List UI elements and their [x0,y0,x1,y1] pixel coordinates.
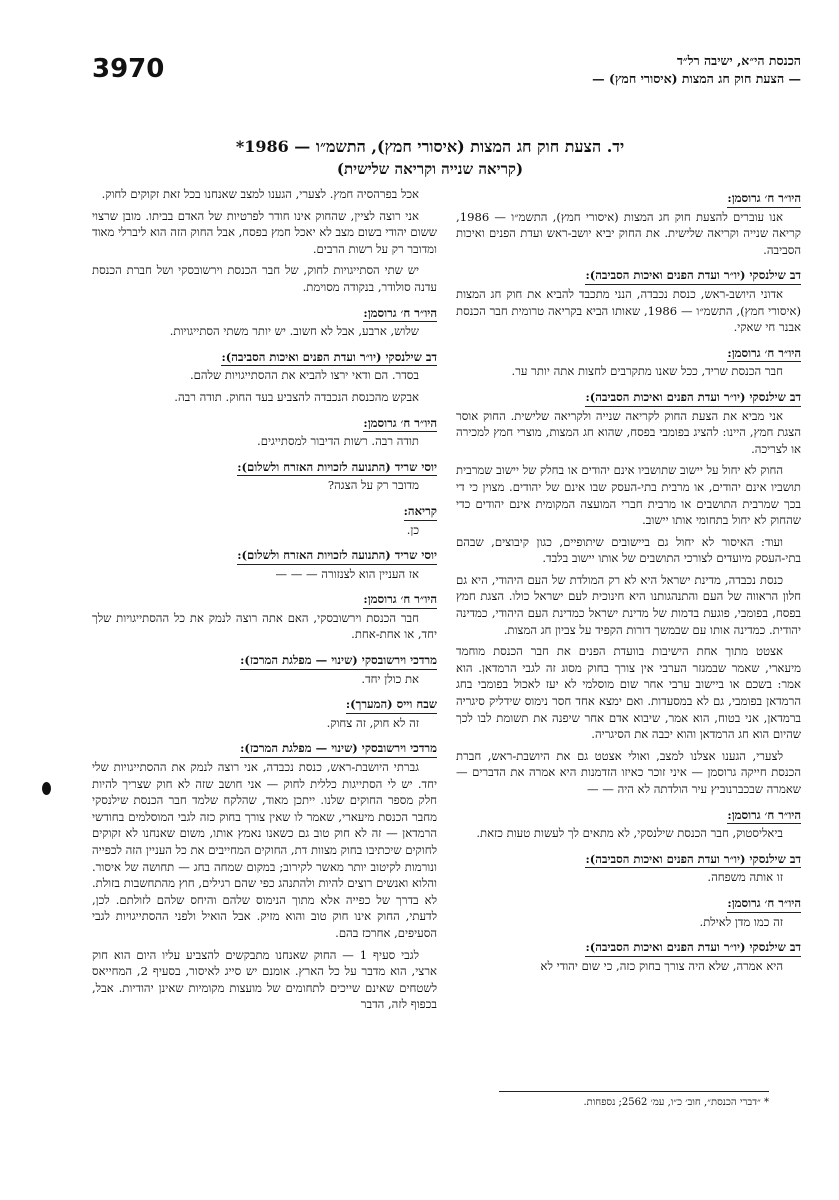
speaker-name: דב שילנסקי (יו״ר ועדת הפנים ואיכות הסביבה): [585,389,801,407]
speech-paragraph: זה לא חוק, זה צחוק. [326,715,419,730]
speech-paragraph: זו אותה משפחה. [707,870,783,885]
section-subtitle: (קריאה שנייה וקריאה שלישית) [336,160,524,178]
speech-paragraph: אצטט מתוך אחת הישיבות בוועדת הפנים את חבר הכנסת מוחמד מיעארי, שאמר שבמגזר הערבי אין צורך בחוק מסוג זה לגבי הרמדאן. הוא אמר: בשכם או ביישוב ערבי אחר שום מוסלמי לא יעז לאכול בפומבי בחג הרמדאן בפומבי, גם לא במסעדות. ואם ימצא אחד חסר נימוס שידליק סיגריה ברמדאן, אני בטוח, הוא אמר, שיבוא אדם אחר שיפנה את תשומת לבו לכך שהיום הוא חג הרמדאן והוא יכבה את הסיגריה. [456,644,801,742]
speech-paragraph: שלוש, ארבע, אבל לא חשוב. יש יותר משתי הסתייגויות. [169,324,419,339]
left-text-column [92,186,437,1091]
speaker-name: היו״ר ח׳ גרוסמן: [363,305,437,323]
speech-paragraph: תודה רבה. רשות הדיבור למסתייגים. [257,434,419,449]
knesset-session-line: הכנסת הי״א, ישיבה רל״ד [676,53,801,68]
speech-paragraph: מדובר רק על הצגה? [327,478,419,493]
speaker-name: שבח וייס (המערך): [346,696,437,714]
speech-paragraph: גברתי היושבת-ראש, כנסת נכבדה, אני רוצה לנמק את ההסתייגויות שלי יחד. יש לי הסתייגות כללית לחוק — אני חושב שזה לא חוק שצריך להיות חלק מספר החוקים שלנו. ייתכן מאוד, שהלקח שלמד חבר הכנסת שילנסקי מחבר הכנסת מיעארי, שאמר לו שאין צורך בחוק כזה לגבי המוסלמים בחודשי הרמדאן — זה לא חוק טוב גם כשאנו נאמץ אותו, משום שאנחנו לא זקוקים לחוקים שיכתיבו בחוק מצוות דת, החוקים המחייבים את כל העניין הזה לכפייה ונורמות לקיטוב יותר מאשר לקירוב; במקום שמחה בחג — תחושה של איסור. והלוא ואנשים רוצים להיות ולהתנהג כפי שהם רגילים, חוץ מהתחשבות בזולת. לא בדרך של כפייה אלא מתוך הנימוס שלהם והיחס שלהם לזולתם. לכן, לדעתי, החוק אינו חוק טוב והוא מזיק. אבל הואיל ולפני ההסתייגויות לגבי הסעיפים, אחרכז בהם. [92,760,437,940]
speech-paragraph: אז העניין הוא לצנזורה — — — [275,566,419,581]
speaker-name: היו״ר ח׳ גרוסמן: [363,591,437,609]
speaker-name: מרדכי וירשובסקי (שינוי — מפלגת המרכז): [240,740,437,758]
speech-paragraph: אנו עוברים להצעת חוק חג המצות (איסורי חמץ), התשמ״ו — 1986, קריאה שנייה וקריאה שלישית. את החוק יביא יושב-ראש ועדת הפנים ואיכות הסביבה. [456,209,801,257]
speaker-name: מרדכי וירשובסקי (שינוי — מפלגת המרכז): [240,652,437,670]
section-title-main: יד. הצעת חוק חג המצות (איסורי חמץ), התשמ״ו — 1986* [235,137,625,156]
speech-paragraph: חבר הכנסת וירשובסקי, האם אתה רוצה לנמק את כל ההסתייגויות שלך יחד, או אחת-אחת. [92,610,437,642]
speaker-name: היו״ר ח׳ גרוסמן: [727,345,801,363]
speech-paragraph: ביאליסטוק, חבר הכנסת שילנסקי, לא מתאים לך לעשות טעות כזאת. [476,826,783,841]
speech-paragraph: החוק לא יחול על יישוב שתושביו אינם יהודים או בחלק של יישוב שמרבית תושביו אינם יהודים, או מרבית בתי-העסק שבו אינם של יהודים. מצוין כי די בכך שמרבית התושבים או מרבית חברי המועצה המקומית אינם יהודים כדי שהחוק לא יחול בתחומי אותו יישוב. [456,463,801,528]
running-header [471,52,801,88]
speech-paragraph: כנסת נכבדה, מדינת ישראל היא לא רק המולדת של העם היהודי, היא גם חלון הראווה של העם והתנהגותנו היא חינוכית לעם ישראל כולו. הצגת חמץ בפסח, בפומבי, פוגעת בדמות של מדינת ישראל כמדינת העם היהודי, כמדינה יהודית. כמדינה אותו עם שבמשך דורות הקפיד על צביון חג המצות. [456,572,801,637]
speech-paragraph: אני מביא את הצעת החוק לקריאה שנייה ולקריאה שלישית. החוק אוסר הצגת חמץ, היינו: להציג בפומבי בפסח, שהוא חג המצות, מוצרי חמץ למכירה או לצריכה. [456,408,801,456]
speaker-name: היו״ר ח׳ גרוסמן: [727,807,801,825]
speech-paragraph: לגבי סעיף 1 — החוק שאנחנו מתבקשים להצביע עליו היום הוא חוק ארצי, הוא מדבר על כל הארץ. אומנם יש סייג לאיסור, בסעיף 2, המחייאס לשטחים שאינם שייכים לתחומים של מועצות מקומיות שאינן יהודיות. אבל, בכפוף לזה, הדבר [92,947,437,1012]
speech-paragraph: ועוד: האיסור לא יחול גם ביישובים שיתופיים, כגון קיבוצים, שבהם בתי-העסק מיועדים לצורכי התושבים של אותו יישוב בלבד. [456,534,801,566]
footnote-rule [499,1091,769,1092]
speech-paragraph: אכל בפרהסיה חמץ. לצערי, הגענו למצב שאנחנו בכל זאת זקוקים לחוק. [101,187,419,201]
footnote: * ״דברי הכנסת״, חוב׳ כ״ו, עמ׳ 2562; נספחות. [583,1097,769,1108]
speech-paragraph: אבקש מהכנסת הנכבדה להצביע בעד החוק. תודה רבה. [174,389,419,404]
speech-paragraph: חבר הכנסת שריד, ככל שאנו מתקרבים לחצות אתה יותר ער. [511,364,783,379]
section-title [150,136,710,180]
right-text-column [456,186,801,1091]
speaker-name: קריאה: [404,503,437,521]
speech-paragraph: בסדר. הם ודאי ירצו להביא את ההסתייגויות שלהם. [189,368,419,383]
speaker-name: דב שילנסקי (יו״ר ועדת הפנים ואיכות הסביבה): [585,939,801,957]
speech-paragraph: היא אמרה, שלא היה צורך בחוק כזה, כי שום יהודי לא [540,958,783,973]
page-number: 3970 [92,54,165,84]
speaker-name: יוסי שריד (התנועה לזכויות האזרח ולשלום): [237,547,437,565]
speech-paragraph: אני רוצה לציין, שהחוק אינו חודר לפרטיות של האדם בביתו. מובן שרצוי ששום יהודי בשום מצב לא יאכל חמץ בפסח, אבל החוק הזה הוא ליברלי מאוד ומדובר רק על רשות הרבים. [92,208,437,256]
header-subject-line: — הצעת חוק חג המצות (איסורי חמץ) — [592,71,801,86]
scan-mark [42,782,51,795]
speech-paragraph: זה כמו מדן לאילת. [699,914,783,929]
speech-paragraph: אדוני היושב-ראש, כנסת נכבדה, הנני מתכבד להביא את חוק חג המצות (איסורי חמץ), התשמ״ו — 1986, שאותו הביא בקריאה טרומית חבר הכנסת אבנר חי שאקי. [456,286,801,335]
speech-paragraph: כן. [406,522,419,537]
speaker-name: יוסי שריד (התנועה לזכויות האזרח ולשלום): [237,459,437,477]
speaker-name: דב שילנסקי (יו״ר ועדת הפנים ואיכות הסביבה): [585,851,801,869]
speech-paragraph: את כולן יחד. [361,671,419,686]
speaker-name: דב שילנסקי (יו״ר ועדת הפנים ואיכות הסביבה): [221,349,437,367]
speaker-name: היו״ר ח׳ גרוסמן: [363,415,437,433]
speaker-name: היו״ר ח׳ גרוסמן: [727,895,801,913]
speech-paragraph: יש שתי הסתייגויות לחוק, של חבר הכנסת וירשובסקי ושל חברת הכנסת עדנה סולודר, בנקודה מסוימת. [92,263,437,294]
speaker-name: דב שילנסקי (יו״ר ועדת הפנים ואיכות הסביבה): [585,267,801,285]
speech-paragraph: לצערי, הגענו אצלנו למצב, ואולי אצטט גם את היושבת-ראש, חברת הכנסת חייקה גרוסמן — איני זוכר כאיזו הזדמנות היא אמרה את הדברים — שאמרה שבכברנוביץ עיר הולדתה לא היה — — [456,748,801,796]
speaker-name: היו״ר ח׳ גרוסמן: [727,190,801,208]
